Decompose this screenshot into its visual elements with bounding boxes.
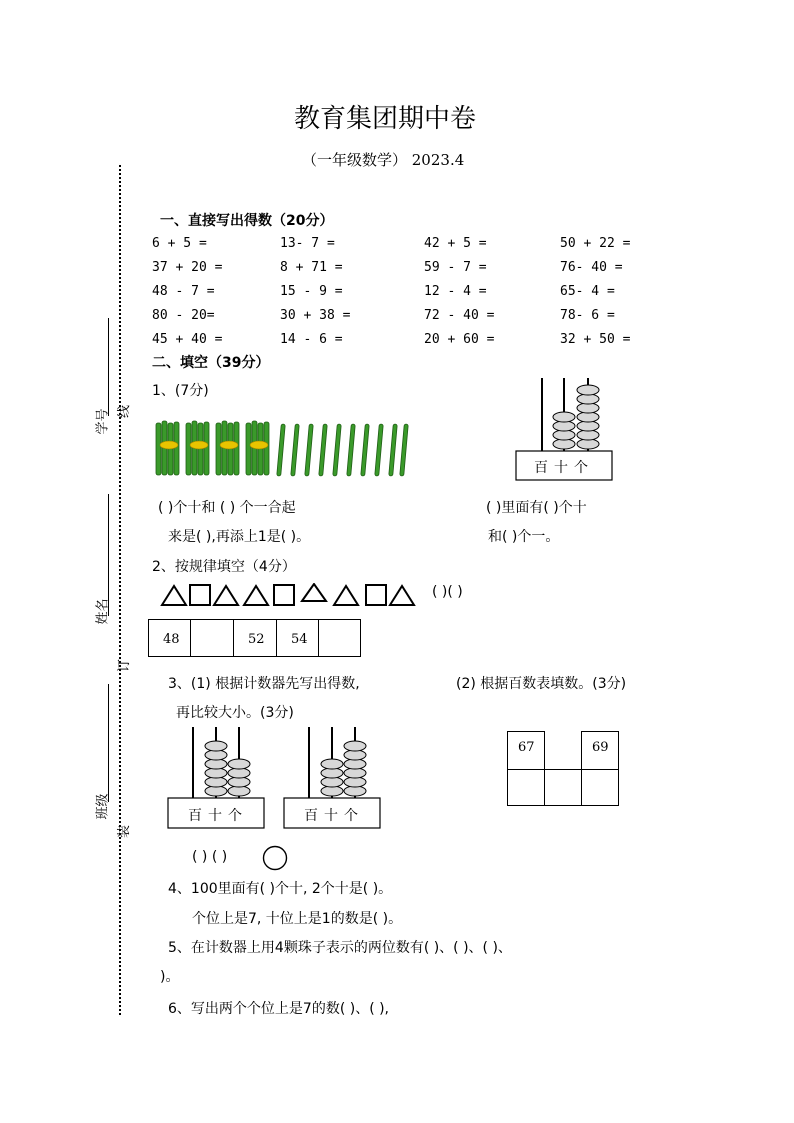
q2-blanks: ( )( ): [432, 584, 463, 600]
side-label-xingming: 姓名: [95, 598, 111, 625]
calc-item: 80 - 20=: [152, 308, 215, 323]
side-label-xian: 线: [117, 404, 133, 419]
number-cell: 52: [233, 619, 277, 657]
side-label-ding: 订: [117, 658, 133, 673]
q4-line2: 个位上是7, 十位上是1的数是( )。: [192, 911, 403, 927]
q1-right-line2: 和( )个一。: [488, 529, 560, 545]
compare-circle[interactable]: [262, 845, 288, 871]
calc-item: 45 + 40 =: [152, 332, 223, 347]
grid-cell: 67: [507, 731, 545, 770]
number-cell: [318, 619, 361, 657]
calc-item: 42 + 5 =: [424, 236, 487, 251]
calc-item: 72 - 40 =: [424, 308, 495, 323]
q3-right-line1: (2) 根据百数表填数。(3分): [456, 676, 627, 692]
calc-item: 14 - 6 =: [280, 332, 343, 347]
page-subtitle: （一年级数学） 2023.4: [302, 151, 465, 169]
calc-item: 8 + 71 =: [280, 260, 343, 275]
abacus-q3-left-label: 百十个: [188, 808, 248, 824]
q1-right-line1: ( )里面有( )个十: [486, 500, 587, 516]
side-label-banji: 班级: [95, 793, 111, 820]
grid-cell: [507, 769, 545, 806]
number-cell: 54: [276, 619, 319, 657]
banji-line: [108, 684, 109, 802]
page-title: 教育集团期中卷: [294, 104, 477, 134]
q3-left-line2: 再比较大小。(3分): [176, 705, 294, 721]
sticks-bundles-illustration: [152, 415, 412, 480]
abacus-q3-right-label: 百十个: [304, 808, 364, 824]
calc-item: 12 - 4 =: [424, 284, 487, 299]
side-label-xuehao: 学号: [95, 408, 111, 435]
q1-left-line1: ( )个十和 ( ) 个一合起: [158, 500, 296, 516]
number-cell: 48: [148, 619, 191, 657]
calc-item: 20 + 60 =: [424, 332, 495, 347]
calc-item: 76- 40 =: [560, 260, 623, 275]
grid-cell: [581, 769, 619, 806]
side-label-zhuang: 装: [117, 824, 133, 839]
calc-item: 65- 4 =: [560, 284, 615, 299]
calc-item: 30 + 38 =: [280, 308, 351, 323]
q1-label: 1、(7分): [152, 383, 209, 399]
grid-cell: [544, 731, 582, 770]
calc-item: 48 - 7 =: [152, 284, 215, 299]
calc-item: 59 - 7 =: [424, 260, 487, 275]
compare-blanks: ( ) ( ): [192, 849, 228, 865]
number-cell: [190, 619, 234, 657]
grid-cell: [544, 769, 582, 806]
calc-item: 78- 6 =: [560, 308, 615, 323]
q6-line1: 6、写出两个个位上是7的数( )、( ),: [168, 1001, 390, 1017]
calc-item: 6 + 5 =: [152, 236, 207, 251]
grid-cell: 69: [581, 731, 619, 770]
q3-left-line1: 3、(1) 根据计数器先写出得数,: [168, 676, 360, 692]
calc-item: 50 + 22 =: [560, 236, 631, 251]
q4-line1: 4、100里面有( )个十, 2个十是( )。: [168, 881, 393, 897]
xuehao-line: [108, 318, 109, 416]
calc-item: 15 - 9 =: [280, 284, 343, 299]
section2-heading: 二、填空（39分）: [152, 355, 270, 371]
calc-item: 32 + 50 =: [560, 332, 631, 347]
section1-heading: 一、直接写出得数（20分）: [160, 213, 334, 229]
q5-line2: )。: [160, 969, 180, 985]
q5-line1: 5、在计数器上用4颗珠子表示的两位数有( )、( )、( )、: [168, 940, 512, 956]
q1-left-line2: 来是( ),再添上1是( )。: [168, 529, 311, 545]
calc-item: 13- 7 =: [280, 236, 335, 251]
abacus-q1-label: 百十个: [534, 460, 594, 476]
q2-label: 2、按规律填空（4分）: [152, 559, 296, 575]
calc-item: 37 + 20 =: [152, 260, 223, 275]
shape-pattern: [160, 583, 420, 609]
binding-dotted-line: [119, 165, 121, 1015]
